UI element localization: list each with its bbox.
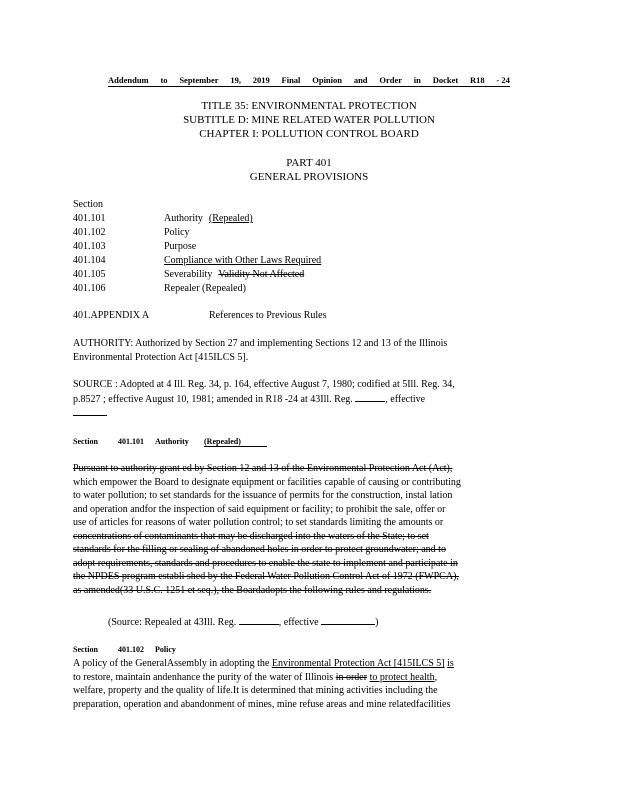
policy-line: preparation, operation and abandonment of mines, mine refuse areas and mine relatedfacilities xyxy=(73,698,451,710)
section-name: Authority xyxy=(164,213,203,224)
source-text: (Source: Repealed at 43Ill. Reg. xyxy=(108,617,237,628)
title-line: TITLE 35: ENVIRONMENTAL PROTECTION xyxy=(201,100,417,112)
policy-text: A policy of the GeneralAssembly in adopting the xyxy=(73,658,270,669)
source-text: , effective xyxy=(278,617,319,628)
part-number: PART 401 xyxy=(286,157,332,169)
appendix-number: 401.APPENDIX A xyxy=(73,310,150,321)
section-amendment: Validity Not Affected xyxy=(218,269,305,280)
section-101-text xyxy=(73,462,533,597)
section-row xyxy=(73,212,253,225)
header-word: Final xyxy=(281,75,301,85)
header-word: Order xyxy=(379,75,402,85)
blank-field xyxy=(355,392,385,402)
authority-line: Environmental Protection Act [415ILCS 5]. xyxy=(73,351,249,363)
authority-text-line: and operation andfor the inspection of said equipment or facility; to prohibit the sale, offer or xyxy=(73,503,446,515)
section-101-source xyxy=(108,615,378,629)
header-word: and xyxy=(353,75,368,85)
header-word: R18 xyxy=(469,75,485,85)
act-reference: Environmental Protection Act [415ILCS 5] xyxy=(271,658,445,669)
authority-text-line: which empower the Board to designate equipment or facilities capable of causing or contributing xyxy=(73,476,461,488)
policy-line: welfare, property and the quality of life.It is determined that mining activities including the xyxy=(73,685,438,696)
authority-text-line: adopt requirements, standards and procedures to enable the state to implement and participate in xyxy=(73,557,458,569)
header-word: Docket xyxy=(432,75,459,85)
authority-paragraph xyxy=(73,337,533,364)
section-name: Purpose xyxy=(164,241,197,252)
section-row xyxy=(73,226,190,239)
section-row xyxy=(73,240,196,253)
header-word: in xyxy=(413,75,421,85)
section-number: 401.102 xyxy=(73,227,106,238)
authority-text-line: the NPDES program establi shed by the Federal Water Pollution Control Act of 1972 (FWPCA), xyxy=(73,571,459,582)
section-number: 401.103 xyxy=(73,241,106,252)
section-number: 401.104 xyxy=(73,255,106,266)
section-name: Repealer (Repealed) xyxy=(164,283,246,294)
authority-text-line: as amended(33 U.S.C. 1251 et seq.), the Boardadopts the following rules and regulations. xyxy=(73,584,432,596)
section-102-text xyxy=(73,657,533,711)
policy-text: to restore, maintain andenhance the purity of the water of Illinois xyxy=(73,671,334,683)
deleted-text: in order xyxy=(335,671,368,683)
blank-field xyxy=(239,615,279,625)
source-line-2 xyxy=(73,392,533,407)
section-label: Section xyxy=(73,199,103,210)
source-line-3 xyxy=(73,406,533,421)
blank-field xyxy=(73,406,107,416)
authority-line: AUTHORITY: Authorized by Section 27 and implementing Sections 12 and 13 of the Illinois xyxy=(73,338,448,349)
source-text: ) xyxy=(375,617,379,628)
subtitle-line: SUBTITLE D: MINE RELATED WATER POLLUTION xyxy=(183,114,435,126)
section-name: Compliance with Other Laws Required xyxy=(164,255,322,266)
section-amendment: (Repealed) xyxy=(208,213,253,224)
header-word: Opinion xyxy=(312,75,343,85)
policy-line xyxy=(73,671,533,685)
appendix-name: References to Previous Rules xyxy=(209,310,327,321)
section-row xyxy=(73,268,304,281)
section-row xyxy=(73,254,321,267)
section-name: Severability xyxy=(164,269,213,280)
authority-text-line: to water pollution; to set standards for the issuance of permits for the construction, instal lation xyxy=(73,490,453,501)
source-line: SOURCE : Adopted at 4 Ill. Reg. 34, p. 164, effective August 7, 1980; codified at 5Ill. Reg. 34, xyxy=(73,379,455,390)
section-102-number: 401.102 xyxy=(118,645,144,654)
section-name: Policy xyxy=(164,227,190,238)
header-word: 19, xyxy=(230,75,241,85)
section-number: 401.106 xyxy=(73,283,106,294)
section-101-number: 401.101 xyxy=(118,437,144,446)
source-paragraph xyxy=(73,378,533,421)
section-number: 401.105 xyxy=(73,269,106,280)
section-101-repealed: (Repealed) xyxy=(204,437,267,447)
section-101-title: Authority xyxy=(155,437,189,446)
section-row xyxy=(73,282,246,295)
header-word: Addendum xyxy=(108,75,149,85)
authority-text-line: concentrations of contaminants that may be discharged into the waters of the State; to set xyxy=(73,530,429,542)
authority-text-line: use of articles for reasons of water pollution control; to set standards limiting the amounts or xyxy=(73,517,444,528)
policy-line xyxy=(73,657,533,671)
policy-text: is xyxy=(447,658,454,669)
header-word: - 24 xyxy=(496,75,510,85)
authority-text-line: standards for the filling or sealing of abandoned holes in order to protect groundwater; and to xyxy=(73,544,446,555)
header-word: to xyxy=(160,75,168,85)
blank-field xyxy=(321,615,375,625)
source-text: p.8527 ; effective August 10, 1981; amended in R18 -24 at 43Ill. Reg. xyxy=(73,393,353,405)
section-number: 401.101 xyxy=(73,213,106,224)
addendum-header xyxy=(108,75,510,87)
section-101-heading: Section 401.101 Authority (Repealed) xyxy=(73,437,267,447)
header-word: September xyxy=(179,75,219,85)
section-102-heading: Section 401.102 Policy xyxy=(73,645,176,654)
appendix-row xyxy=(73,309,326,322)
source-text: , effective xyxy=(385,393,426,405)
inserted-text: to protect health, xyxy=(369,671,438,683)
header-word: 2019 xyxy=(252,75,270,85)
section-102-title: Policy xyxy=(155,645,176,654)
authority-text-line: Pursuant to authority grant ed by Section 12 and 13 of the Environmental Protection Act (Act), xyxy=(73,463,453,474)
chapter-line: CHAPTER I: POLLUTION CONTROL BOARD xyxy=(199,128,419,140)
part-name: GENERAL PROVISIONS xyxy=(249,171,369,183)
